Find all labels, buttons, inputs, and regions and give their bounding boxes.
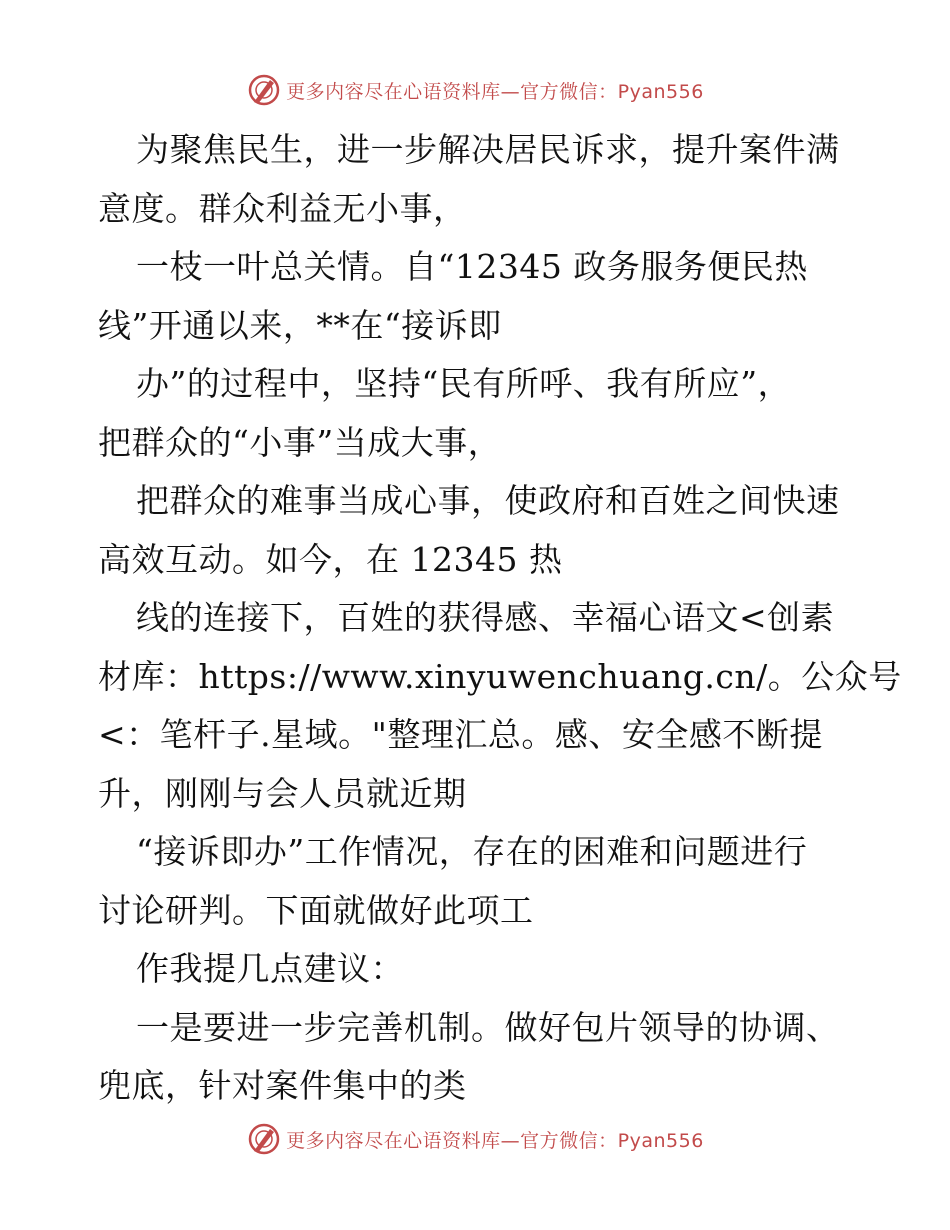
document-body bbox=[98, 121, 902, 1116]
paragraph-line: 升，刚刚与会人员就近期 bbox=[98, 773, 467, 813]
paragraph-line: 把群众的难事当成心事，使政府和百姓之间快速 bbox=[136, 481, 840, 520]
paragraph-line: 把群众的“小事”当成大事， bbox=[98, 422, 502, 462]
paragraph-line: 一是要进一步完善机制。做好包片领导的协调、 bbox=[136, 1007, 840, 1047]
pen-logo-icon bbox=[246, 1121, 282, 1157]
paragraph-line: 材库：https://www.xinyuwenchuang.cn/。公众号 bbox=[98, 656, 902, 696]
paragraph-line: 讨论研判。下面就做好此项工 bbox=[98, 890, 534, 930]
paragraph-line: 意度。群众利益无小事， bbox=[98, 188, 467, 228]
paragraph-line: 高效互动。如今，在 12345 热 bbox=[98, 539, 563, 579]
paragraph-line: 作我提几点建议： bbox=[136, 949, 404, 988]
paragraph-line: 一枝一叶总关情。自“12345 政务服务便民热 bbox=[136, 247, 808, 286]
footer-watermark bbox=[0, 1119, 950, 1159]
paragraph-line: “接诉即办”工作情况，存在的困难和问题进行 bbox=[136, 832, 808, 871]
paragraph-line: 为聚焦民生，进一步解决居民诉求，提升案件满 bbox=[136, 130, 840, 169]
header-watermark bbox=[0, 70, 950, 110]
paragraph-line: <：笔杆子.星域。"整理汇总。感、安全感不断提 bbox=[98, 715, 823, 754]
watermark-text: 更多内容尽在心语资料库—官方微信：Pyan556 bbox=[286, 1129, 704, 1152]
paragraph-line: 兜底，针对案件集中的类 bbox=[98, 1066, 467, 1105]
watermark-text: 更多内容尽在心语资料库—官方微信：Pyan556 bbox=[286, 80, 704, 103]
pen-logo-icon bbox=[246, 72, 282, 108]
paragraph-line: 线的连接下，百姓的获得感、幸福心语文<创素 bbox=[136, 598, 835, 637]
paragraph-line: 办”的过程中，坚持“民有所呼、我有所应”， bbox=[136, 364, 792, 403]
paragraph-line: 线”开通以来，**在“接诉即 bbox=[98, 305, 502, 345]
